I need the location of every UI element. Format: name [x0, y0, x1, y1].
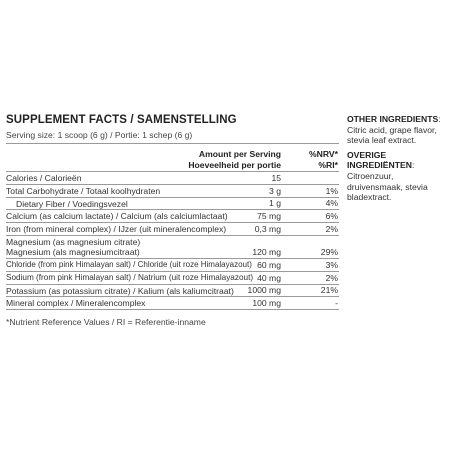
table-row	[6, 210, 339, 223]
nrv-footnote: *Nutrient Reference Values / RI = Referentie-inname	[6, 317, 206, 328]
table-row	[6, 172, 339, 185]
nutrient-percent: 1%	[325, 185, 338, 196]
nutrient-percent: 2%	[325, 272, 338, 283]
nutrient-percent: -	[335, 298, 338, 309]
nutrient-label: Magnesium (as magnesium citrate)	[6, 236, 141, 247]
nutrient-amount: 15	[271, 172, 281, 183]
ri-header-label: %RI*	[318, 160, 338, 170]
nutrient-percent: 29%	[320, 246, 338, 257]
overige-ingredienten-text: : Citroenzuur, druivensmaak, stevia bladextract.	[347, 160, 428, 203]
other-ingredients-text: : Citric acid, grape flavor, stevia leaf extract.	[347, 114, 441, 146]
other-ingredients-en	[347, 114, 449, 146]
nutrient-label: Calcium (as calcium lactate) / Calcium (als calciumlactaat)	[6, 211, 228, 222]
table-row	[6, 272, 339, 285]
nutrient-label: Dietary Fiber / Voedingsvezel	[16, 198, 128, 209]
nutrient-amount: 100 mg	[252, 298, 281, 309]
other-ingredients-nl	[347, 150, 449, 203]
amount-header-en: Amount per Serving	[198, 149, 281, 159]
nutrient-percent: 6%	[325, 211, 338, 222]
nutrient-label: Total Carbohydrate / Totaal koolhydraten	[6, 185, 161, 196]
nutrient-amount: 60 mg	[257, 259, 281, 270]
nutrient-label: Iron (from mineral complex) / IJzer (uit mineralencomplex)	[6, 224, 227, 235]
nutrient-amount: 3 g	[269, 185, 281, 196]
nutrient-label: Mineral complex / Mineralencomplex	[6, 298, 146, 309]
nutrient-amount: 0,3 mg	[254, 223, 281, 234]
table-row	[6, 198, 339, 211]
nutrient-label: Chloride (from pink Himalayan salt) / Chloride (uit roze Himalayazout)	[6, 259, 252, 269]
amount-header	[188, 149, 281, 171]
nutrient-rows	[6, 172, 339, 310]
supplement-facts-panel	[6, 114, 339, 327]
table-header	[6, 147, 339, 172]
nutrient-amount: 75 mg	[257, 211, 281, 222]
nutrient-percent: 2%	[325, 223, 338, 234]
nutrient-percent: 4%	[325, 198, 338, 209]
nrv-header-label: %NRV*	[309, 149, 338, 159]
ingredients-panel	[347, 114, 449, 207]
table-row	[6, 236, 339, 259]
table-row	[6, 223, 339, 236]
table-row	[6, 297, 339, 310]
nutrient-amount: 1000 mg	[247, 285, 281, 296]
other-ingredients-title: OTHER INGREDIENTS	[347, 114, 439, 124]
overige-ingredienten-title: OVERIGE INGREDIËNTEN	[347, 149, 412, 171]
nutrient-percent: 3%	[325, 259, 338, 270]
nrv-header	[309, 149, 338, 171]
nutrient-amount: 120 mg	[252, 246, 281, 257]
nutrient-label: Sodium (from pink Himalayan salt) / Natrium (uit roze Himalayazout)	[6, 272, 254, 282]
table-row	[6, 285, 339, 298]
nutrient-label-secondary: Magnesium (als magnesiumcitraat)	[6, 246, 140, 257]
serving-size: Serving size: 1 scoop (6 g) / Portie: 1 schep (6 g)	[6, 130, 339, 144]
nutrient-label: Calories / Calorieën	[6, 173, 82, 183]
table-row	[6, 259, 339, 272]
amount-header-nl: Hoeveelheid per portie	[188, 160, 281, 170]
nutrient-label: Potassium (as potassium citrate) / Kalium (als kaliumcitraat)	[6, 285, 234, 296]
nutrient-amount: 1 g	[269, 198, 281, 209]
nutrient-percent: 21%	[320, 285, 338, 296]
nutrient-amount: 40 mg	[257, 272, 281, 283]
facts-title: SUPPLEMENT FACTS / SAMENSTELLING	[6, 114, 237, 126]
table-row	[6, 185, 339, 198]
